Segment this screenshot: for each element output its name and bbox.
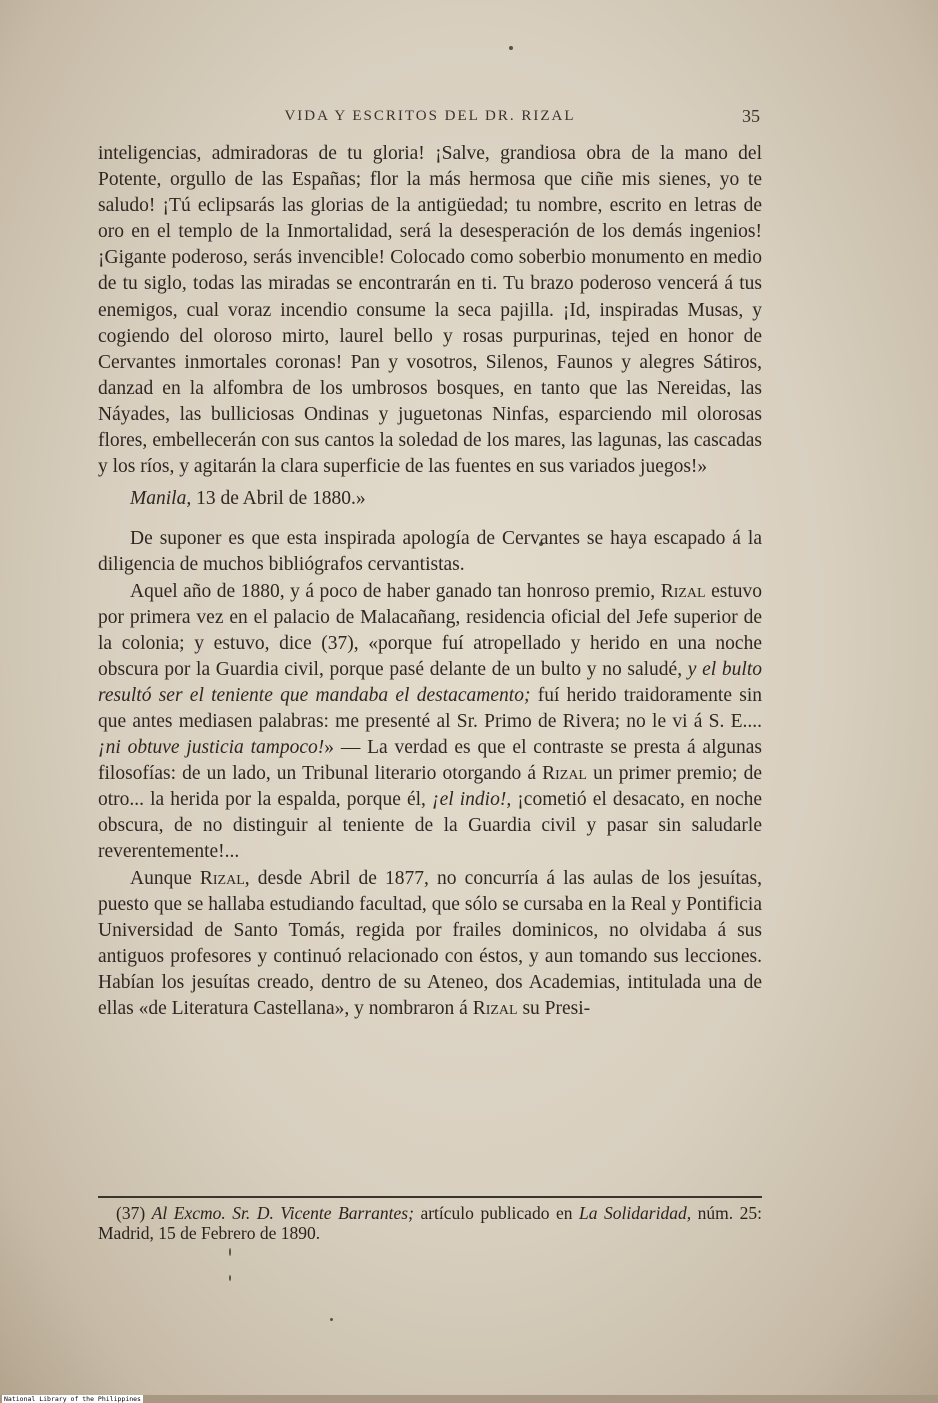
paragraph-ateneo	[98, 866, 762, 1023]
body-text	[98, 141, 762, 1022]
paragraph-apologia: De suponer es que esta inspirada apología de Cervantes se haya escapado á la diligencia de muchos bibliógrafos cervantistas.	[98, 528, 762, 576]
italic-run: y el bulto resultó ser el teniente que mandaba el destacamento;	[98, 658, 762, 706]
name-rizal: Rizal	[542, 763, 587, 785]
page-speck	[330, 1318, 333, 1321]
text-run: ¡cometió el desacato, en noche obscura, de no distinguir al teniente de la Guardia civil y pasar sin saludarle reverentemente!...	[98, 789, 762, 863]
text-run: Aunque	[130, 867, 200, 889]
text-run: fuí herido traidoramente sin que antes mediasen palabras: me presenté al Sr. Primo de Rivera; no le vi á S. E....	[98, 684, 763, 732]
page-speck	[509, 46, 513, 50]
italic-run: ¡ni obtuve justicia tampoco!	[98, 737, 325, 759]
library-credit: National Library of the Philippines	[4, 1395, 141, 1403]
running-head: VIDA Y ESCRITOS DEL DR. RIZAL	[284, 108, 576, 124]
footnote-text: artículo publicado en	[413, 1203, 580, 1223]
footnote-number: (37)	[116, 1203, 146, 1223]
name-rizal: Rizal	[660, 580, 706, 602]
dateline	[98, 486, 762, 512]
name-rizal: Rizal	[472, 998, 518, 1019]
dateline-date: 13 de Abril de 1880.»	[191, 488, 366, 510]
text-run: estuvo por primera vez en el palacio de Malacañang, residencia oficial del Jefe superior de la colonia; y estuvo, dice (37), «porque fuí atropellado y herido en una noche obscura por la Guardia civil, porque pasé delante de un bulto y no saludé,	[98, 580, 762, 680]
italic-run: ¡el indio!,	[432, 789, 512, 811]
paragraph-quote-continuation: inteligencias, admiradoras de tu gloria! ¡Salve, grandiosa obra de la mano del Potente, orgullo de las Españas; flor la más hermosa que ciñe mis sienes, yo te saludo! ¡Tú eclipsarás las glorias de la antigüedad; tu nombre, escrito en letras de oro en el templo de la Inmortalidad, será la desesperación de los demás ingenios! ¡Gigante poderoso, serás invencible! Colocado como soberbio monumento en medio de tu siglo, todas las miradas se encontrarán en ti. Tu brazo poderoso vencerá á tus enemigos, cual voraz incendio consume la seca pajilla. ¡Id, inspiradas Musas, y cogiendo del oloroso mirto, laurel bello y rosas purpurinas, tejed en honor de Cervantes inmortales coronas! Pan y vosotros, Silenos, Faunos y alegres Sátiros, danzad en la alfombra de los umbrosos bosques, en tanto que las Nereidas, las Náyades, las bulliciosas Ondinas y juguetonas Ninfas, esparciendo mil olorosas flores, embellecerán con sus cantos la soledad de los mares, las lagunas, las cascadas y los ríos, y agitarán la clara superficie de las fuentes en sus variados juegos!»	[98, 143, 762, 478]
page-number: 35	[742, 106, 760, 126]
footnote-text: núm. 25: Madrid, 15 de Febrero de 1890.	[98, 1203, 762, 1243]
page-speck	[229, 1275, 231, 1281]
footnote	[98, 1203, 762, 1243]
page-speck	[229, 1248, 231, 1256]
footnote-rule	[98, 1196, 762, 1198]
footnote-italic: La Solidaridad,	[579, 1203, 692, 1223]
text-run: Aquel año de 1880, y á poco de haber ganado tan honroso premio,	[130, 580, 661, 602]
text-run: , desde Abril de 1877, no concurría á las aulas de los jesuítas, puesto que se hallaba estudiando facultad, que sólo se cursaba en la Real y Pontificia Universidad de Santo Tomás, regida por frailes dominicos, no olvidaba á sus antiguos profesores y continuó relacionado con éstos, y aun tomando sus lecciones. Habían los jesuítas creado, dentro de su Ateneo, dos Academias, intitulada una de ellas «de Literatura Castellana», y nombraron á	[98, 867, 762, 1019]
text-run: un primer premio; de otro... la herida por la espalda, porque él,	[98, 763, 762, 811]
paragraph-malacanang	[98, 579, 762, 866]
name-rizal: Rizal	[199, 867, 245, 889]
text-run: su Presi-	[517, 998, 591, 1019]
page-header	[100, 106, 760, 130]
text-run: » — La verdad es que el contraste se presta á algunas filosofías: de un lado, un Tribunal literario otorgando á	[98, 737, 762, 785]
footnote-italic: Al Excmo. Sr. D. Vicente Barrantes;	[151, 1203, 414, 1223]
dateline-place: Manila,	[130, 488, 192, 510]
